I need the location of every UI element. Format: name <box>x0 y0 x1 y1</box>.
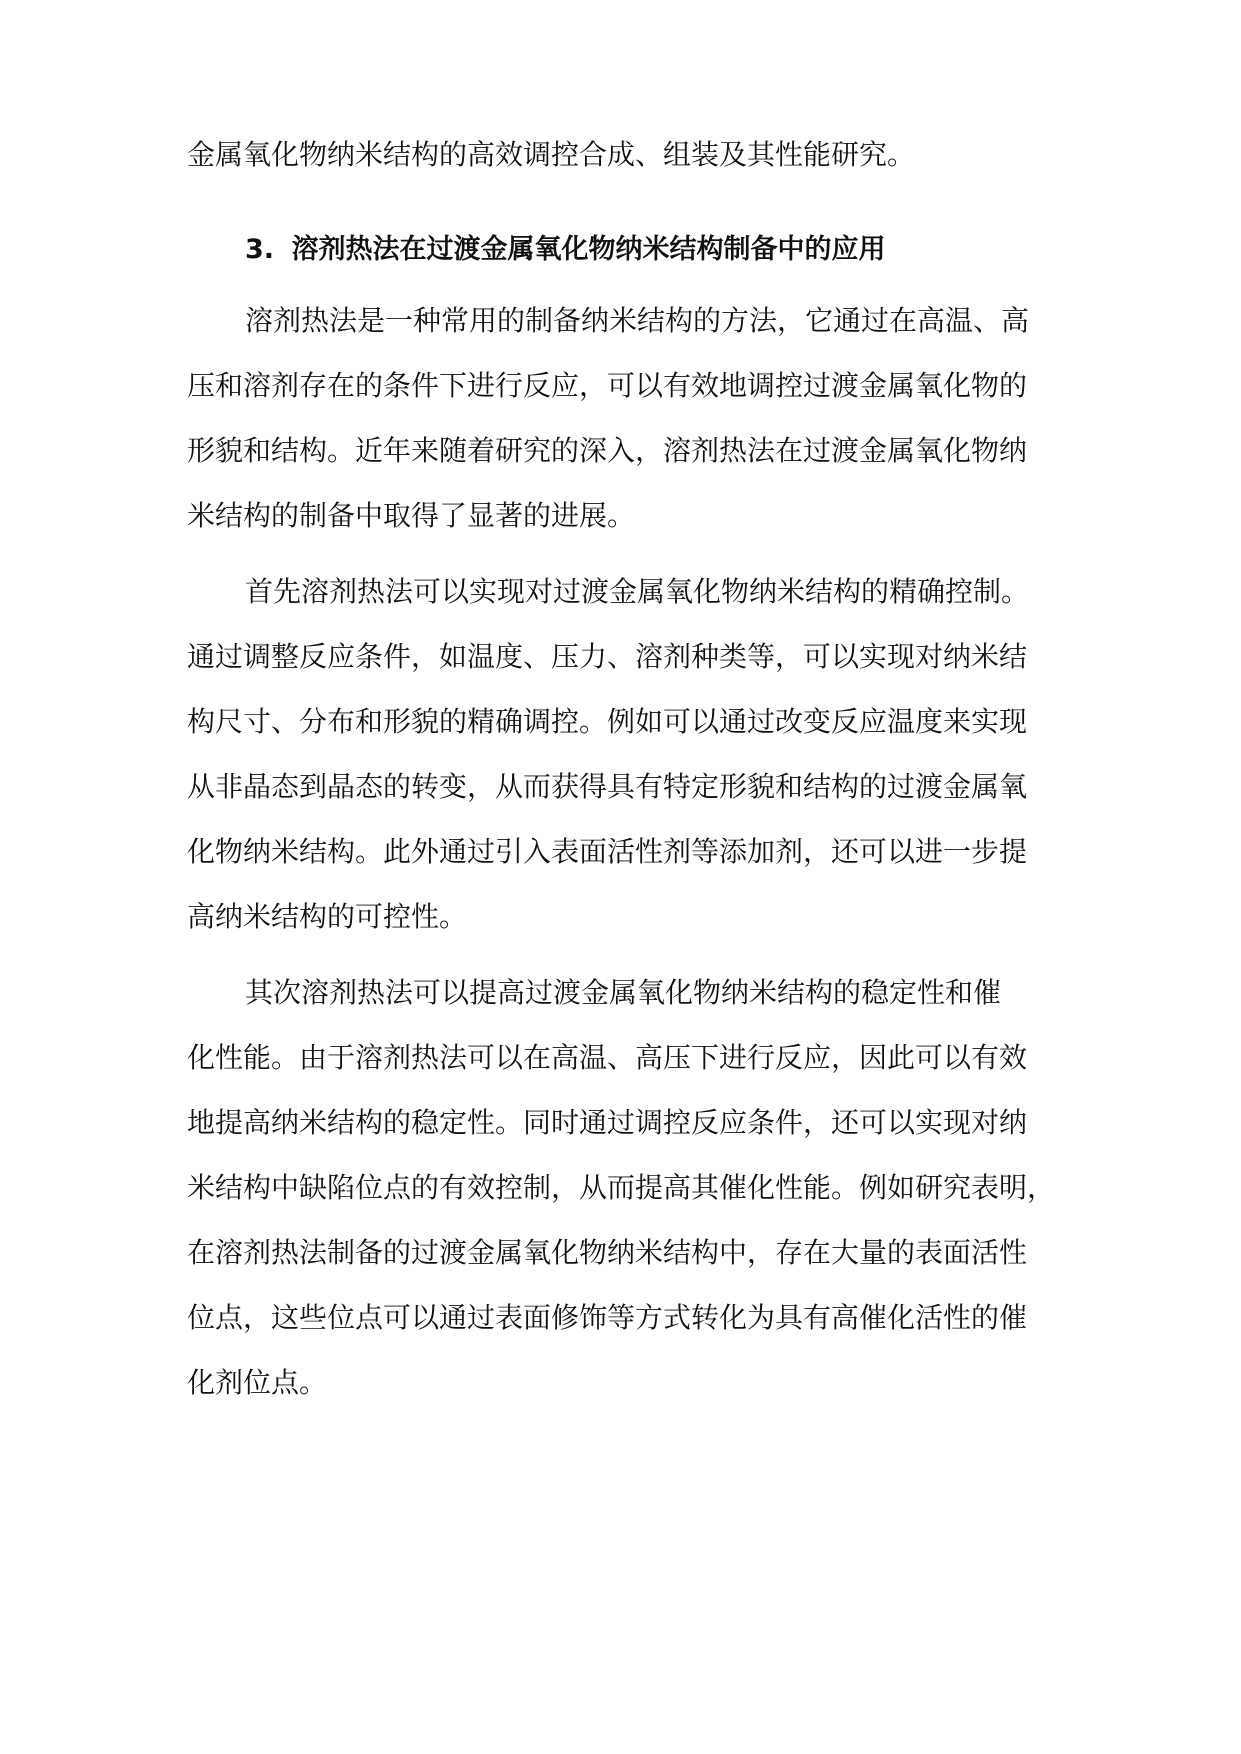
paragraph-line: 压和溶剂存在的条件下进行反应，可以有效地调控过渡金属氧化物的 <box>187 369 1028 402</box>
continuation-line: 金属氧化物纳米结构的高效调控合成、组装及其性能研究。 <box>187 138 916 171</box>
paragraph-line: 通过调整反应条件，如温度、压力、溶剂种类等，可以实现对纳米结 <box>187 640 1028 673</box>
section-title: 溶剂热法在过渡金属氧化物纳米结构制备中的应用 <box>291 234 886 265</box>
paragraph-line: 形貌和结构。近年来随着研究的深入，溶剂热法在过渡金属氧化物纳 <box>187 434 1028 467</box>
paragraph-line: 米结构中缺陷位点的有效控制，从而提高其催化性能。例如研究表明， <box>187 1171 1056 1204</box>
paragraph-line: 构尺寸、分布和形貌的精确调控。例如可以通过改变反应温度来实现 <box>187 705 1028 738</box>
paragraph-line: 从非晶态到晶态的转变，从而获得具有特定形貌和结构的过渡金属氧 <box>187 770 1028 803</box>
paragraph-line: 位点，这些位点可以通过表面修饰等方式转化为具有高催化活性的催 <box>187 1301 1028 1334</box>
paragraph-line: 首先溶剂热法可以实现对过渡金属氧化物纳米结构的精确控制。 <box>245 575 1030 608</box>
paragraph-line: 化物纳米结构。此外通过引入表面活性剂等添加剂，还可以进一步提 <box>187 835 1028 868</box>
paragraph-line: 其次溶剂热法可以提高过渡金属氧化物纳米结构的稳定性和催 <box>245 976 1002 1009</box>
paragraph-line: 溶剂热法是一种常用的制备纳米结构的方法，它通过在高温、高 <box>245 304 1030 337</box>
paragraph-line: 化性能。由于溶剂热法可以在高温、高压下进行反应，因此可以有效 <box>187 1041 1028 1074</box>
paragraph-line: 化剂位点。 <box>187 1366 328 1399</box>
paragraph-line: 在溶剂热法制备的过渡金属氧化物纳米结构中，存在大量的表面活性 <box>187 1236 1028 1269</box>
section-number: 3. <box>245 234 275 265</box>
section-heading <box>245 233 1125 267</box>
paragraph-line: 米结构的制备中取得了显著的进展。 <box>187 499 636 532</box>
paragraph-line: 高纳米结构的可控性。 <box>187 900 468 933</box>
paragraph-line: 地提高纳米结构的稳定性。同时通过调控反应条件，还可以实现对纳 <box>187 1106 1028 1139</box>
